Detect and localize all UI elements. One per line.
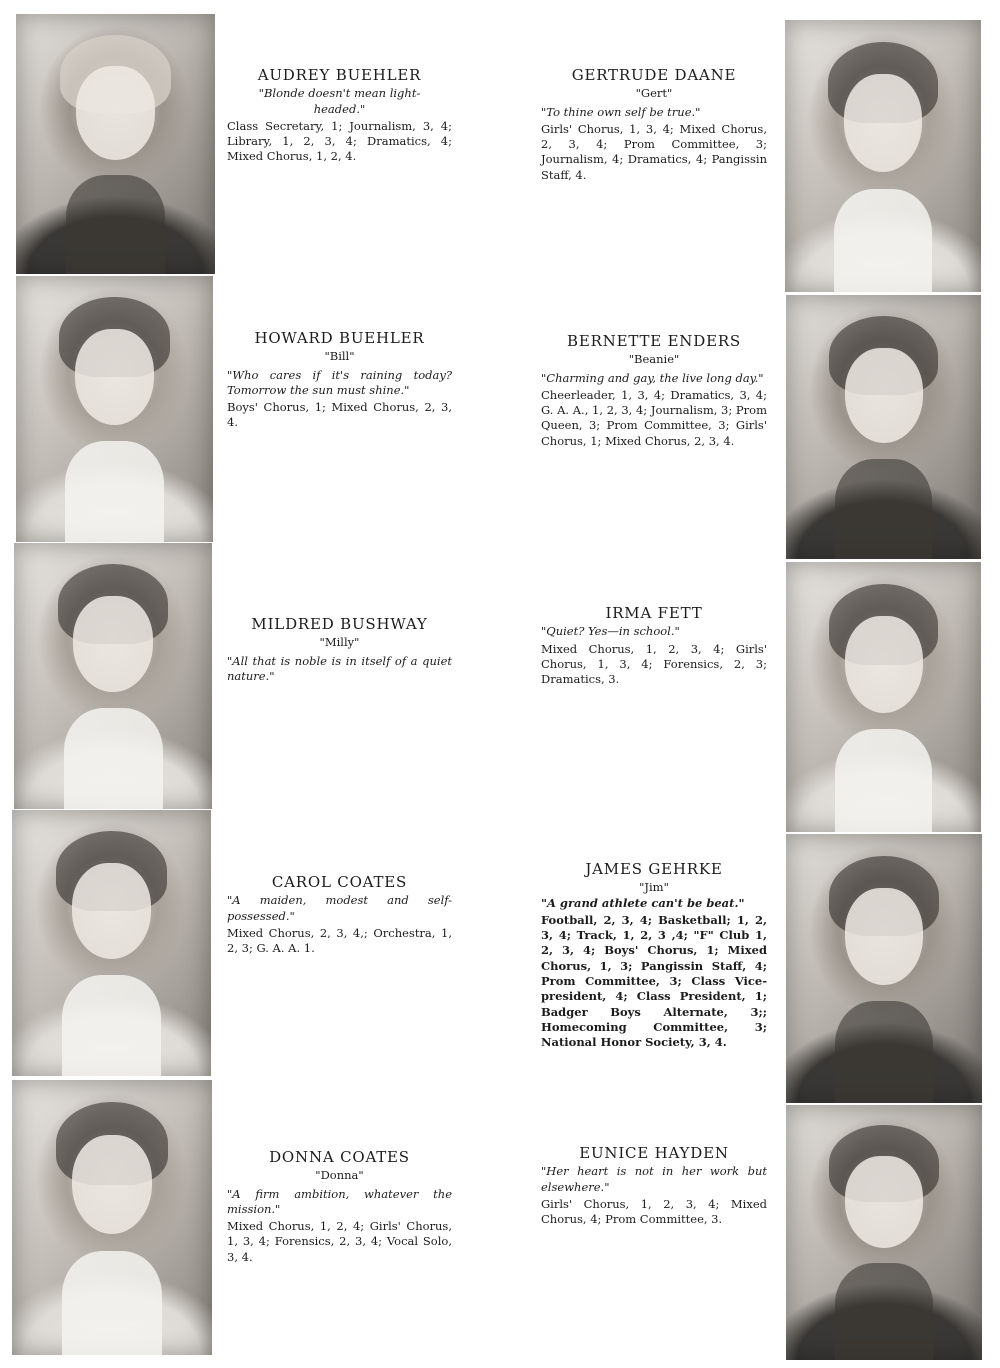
student-activities: Mixed Chorus, 1, 2, 4; Girls' Chorus, 1, 3, 4; Forensics, 2, 3, 4; Vocal Solo, 3, 4. [227, 1219, 452, 1264]
portrait-face [845, 348, 923, 443]
portrait-howard-buehler [16, 276, 213, 542]
student-nickname: "Beanie" [628, 352, 680, 367]
portrait-gertrude-daane [785, 20, 981, 292]
student-activities: Boys' Chorus, 1; Mixed Chorus, 2, 3, 4. [227, 400, 452, 430]
portrait-bernette-enders [786, 295, 981, 559]
student-activities: Girls' Chorus, 1, 3, 4; Mixed Chorus, 2, 3, 4; Prom Committee, 3; Journalism, 4; Dramatics, 4; Pangissin Staff, 4. [541, 121, 767, 182]
portrait-face [844, 74, 922, 172]
student-activities: Class Secretary, 1; Journalism, 3, 4; Library, 1, 2, 3, 4; Dramatics, 4; Mixed Chorus, 1, 2, 4. [227, 118, 452, 164]
student-quote: "A grand athlete can't be beat." [541, 895, 745, 910]
entry-mildred-bushway [227, 617, 452, 684]
student-activities: Mixed Chorus, 1, 2, 3, 4; Girls' Chorus, 1, 3, 4; Forensics, 2, 3; Dramatics, 3. [541, 641, 767, 687]
student-name: EUNICE HAYDEN [579, 1144, 729, 1162]
portrait-audrey-buehler [16, 14, 215, 274]
student-quote: "Blonde doesn't mean light-headed." [258, 86, 421, 116]
student-name: BERNETTE ENDERS [567, 332, 741, 350]
entry-howard-buehler [227, 331, 452, 431]
entry-james-gehrke [541, 862, 767, 1051]
student-nickname: "Milly" [319, 635, 360, 650]
portrait-clothing [835, 1001, 933, 1103]
portrait-donna-coates [12, 1080, 212, 1355]
entry-bernette-enders [541, 334, 767, 449]
entry-gertrude-daane [541, 68, 767, 183]
student-nickname: "Bill" [324, 349, 355, 364]
entry-donna-coates [227, 1150, 452, 1265]
portrait-clothing [835, 729, 933, 832]
portrait-clothing [65, 441, 164, 542]
student-nickname: "Jim" [639, 880, 669, 895]
entry-carol-coates [227, 875, 452, 956]
student-name: CAROL COATES [271, 873, 408, 891]
entry-eunice-hayden [541, 1146, 767, 1227]
student-nickname: "Donna" [315, 1168, 364, 1183]
portrait-face [845, 616, 923, 713]
entry-irma-fett [541, 606, 767, 687]
portrait-clothing [62, 975, 162, 1076]
entry-audrey-buehler [227, 68, 452, 165]
student-quote: "All that is noble is in itself of a quiet nature." [227, 653, 452, 683]
portrait-face [72, 1135, 152, 1234]
student-activities: Mixed Chorus, 2, 3, 4,; Orchestra, 1, 2, 3; G. A. A. 1. [227, 925, 452, 956]
student-activities: Football, 2, 3, 4; Basketball; 1, 2, 3, 4; Track, 1, 2, 3 ,4; "F" Club 1, 2, 3, 4; Boys' Chorus, 1; Mixed Chorus, 1, 3; Pangissin Staff, 4; Prom Committee, 3; Class Vice-president, 4; Class President, 1; Badger Boys Alternate, 3;; Homecoming Committee, 3; National Honor Society, 3, 4. [541, 912, 767, 1050]
portrait-eunice-hayden [786, 1105, 982, 1360]
student-activities: Girls' Chorus, 1, 2, 3, 4; Mixed Chorus, 4; Prom Committee, 3. [541, 1196, 767, 1227]
portrait-irma-fett [786, 562, 981, 832]
portrait-clothing [834, 189, 932, 292]
student-quote: "A maiden, modest and self-possessed." [227, 893, 452, 923]
student-quote: "To thine own self be true." [541, 104, 701, 119]
portrait-face [845, 1156, 923, 1248]
portrait-clothing [835, 1263, 933, 1360]
portrait-face [75, 329, 154, 425]
portrait-clothing [64, 708, 163, 809]
portrait-clothing [835, 459, 933, 559]
portrait-face [72, 863, 152, 959]
student-name: IRMA FETT [605, 604, 703, 622]
portrait-face [76, 66, 156, 160]
student-quote: "A firm ambition, whatever the mission." [227, 1186, 452, 1216]
student-quote: "Quiet? Yes—in school." [541, 624, 680, 639]
student-quote: "Charming and gay, the live long day." [541, 370, 764, 385]
student-name: AUDREY BUEHLER [257, 66, 422, 84]
portrait-clothing [62, 1251, 162, 1356]
student-name: MILDRED BUSHWAY [251, 615, 428, 633]
student-name: HOWARD BUEHLER [254, 329, 425, 347]
portrait-carol-coates [12, 810, 211, 1076]
student-name: GERTRUDE DAANE [571, 66, 737, 84]
student-quote: "Her heart is not in her work but elsewhere." [541, 1164, 767, 1194]
student-name: JAMES GEHRKE [585, 860, 723, 878]
portrait-clothing [66, 175, 166, 274]
portrait-james-gehrke [786, 834, 982, 1103]
student-activities: Cheerleader, 1, 3, 4; Dramatics, 3, 4; G. A. A., 1, 2, 3, 4; Journalism, 3; Prom Queen, 3; Prom Committee, 3; Girls' Chorus, 1; Mixed Chorus, 2, 3, 4. [541, 387, 767, 448]
portrait-mildred-bushway [14, 543, 212, 809]
portrait-face [845, 888, 923, 985]
student-quote: "Who cares if it's raining today? Tomorrow the sun must shine." [227, 367, 452, 397]
student-nickname: "Gert" [635, 86, 673, 101]
student-name: DONNA COATES [269, 1148, 410, 1166]
portrait-face [73, 596, 152, 692]
